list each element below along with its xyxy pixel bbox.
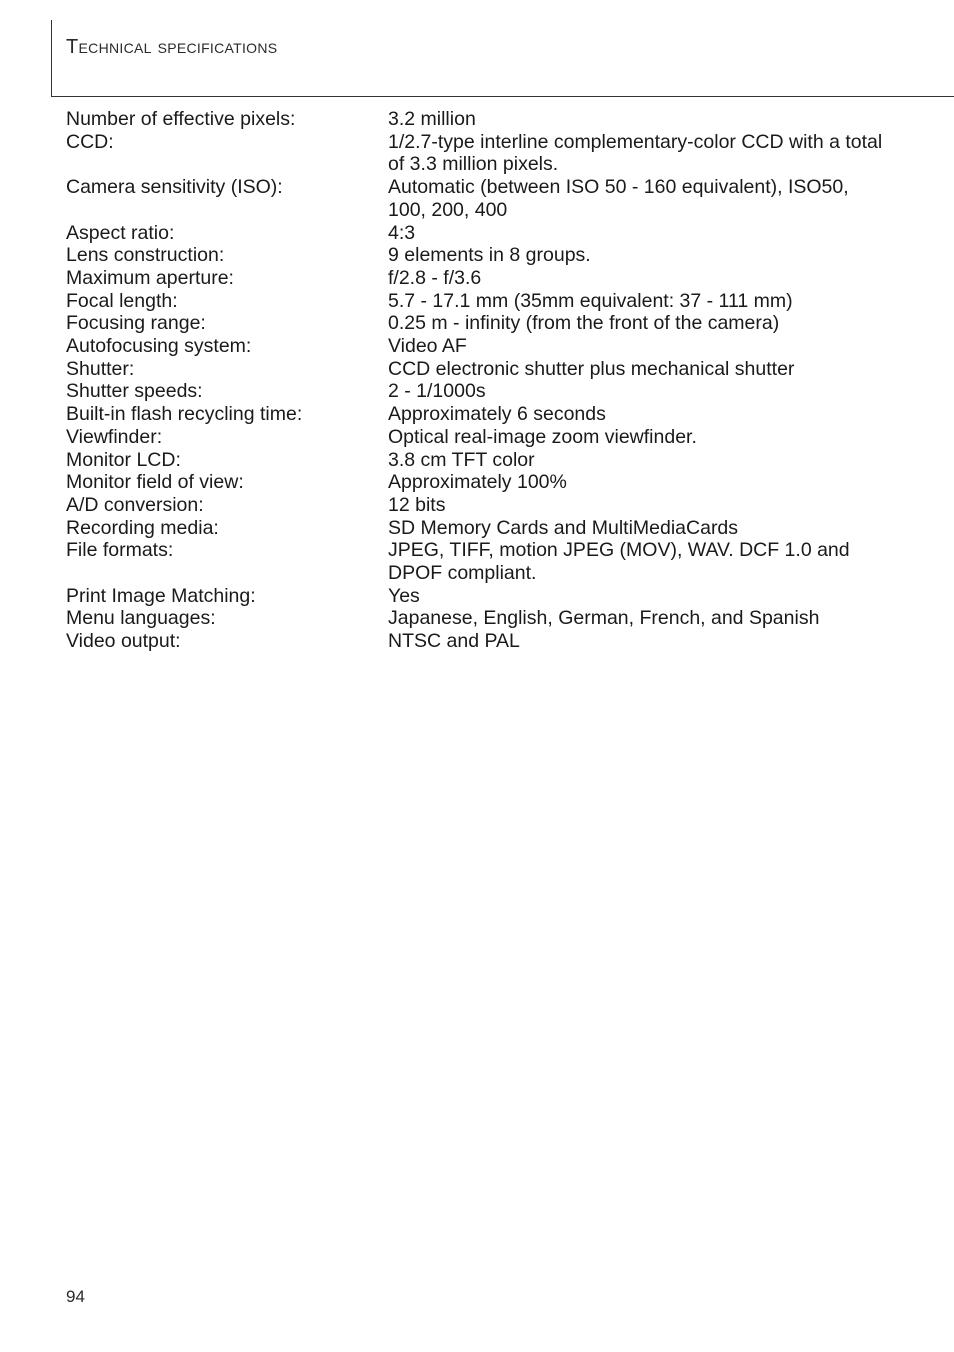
spec-value: 3.2 million (388, 108, 476, 130)
spec-label: Shutter speeds: (66, 380, 203, 403)
spec-value: Video AF (388, 335, 467, 358)
spec-label: File formats: (66, 539, 174, 562)
header-vertical-rule (51, 20, 52, 97)
spec-label: Number of effective pixels: (66, 108, 296, 130)
spec-label: Aspect ratio: (66, 221, 175, 244)
spec-value: Yes (388, 584, 420, 607)
spec-label: Recording media: (66, 516, 219, 539)
spec-value: SD Memory Cards and MultiMediaCards (388, 516, 739, 539)
spec-row-maximum-aperture (66, 267, 886, 290)
spec-row-monitor-lcd (66, 449, 886, 472)
spec-label: Viewfinder: (66, 425, 163, 448)
section-title: Technical specifications (66, 36, 278, 58)
spec-row-focusing-range (66, 312, 886, 335)
spec-value: 5.7 - 17.1 mm (35mm equivalent: 37 - 111 mm) (388, 289, 793, 312)
spec-row-ccd (66, 131, 886, 176)
spec-value: 0.25 m - infinity (from the front of the camera) (388, 312, 780, 335)
spec-value: Approximately 6 seconds (388, 403, 606, 426)
spec-label: CCD: (66, 130, 114, 153)
spec-row-recording-media (66, 517, 886, 540)
spec-label: Monitor field of view: (66, 471, 244, 494)
header-horizontal-rule (51, 96, 954, 97)
spec-value: f/2.8 - f/3.6 (388, 266, 482, 289)
spec-label: Print Image Matching: (66, 584, 256, 607)
spec-label: Built-in flash recycling time: (66, 403, 303, 426)
spec-label: Monitor LCD: (66, 448, 181, 471)
spec-value: Automatic (between ISO 50 - 160 equivalent), ISO50, 100, 200, 400 (388, 176, 849, 221)
spec-row-lens-construction (66, 244, 886, 267)
spec-row-flash-recycling (66, 403, 886, 426)
spec-row-aspect-ratio (66, 222, 886, 245)
spec-value: 1/2.7-type interline complementary-color CCD with a total of 3.3 million pixels. (388, 130, 883, 176)
spec-row-focal-length (66, 290, 886, 313)
spec-label: Lens construction: (66, 244, 225, 267)
spec-row-ad-conversion (66, 494, 886, 517)
spec-row-video-output (66, 630, 886, 653)
spec-value: Japanese, English, German, French, and Spanish (388, 607, 820, 630)
spec-label: Menu languages: (66, 607, 216, 630)
spec-row-autofocusing-system (66, 335, 886, 358)
spec-row-shutter-speeds (66, 380, 886, 403)
spec-value: 2 - 1/1000s (388, 380, 486, 403)
spec-value: JPEG, TIFF, motion JPEG (MOV), WAV. DCF 1.0 and DPOF compliant. (388, 539, 850, 585)
spec-label: Focal length: (66, 289, 178, 312)
spec-label: Video output: (66, 630, 181, 653)
spec-value: 4:3 (388, 221, 416, 244)
spec-label: Autofocusing system: (66, 335, 252, 358)
spec-row-shutter (66, 358, 886, 381)
spec-table (66, 108, 886, 653)
page-number: 94 (66, 1287, 85, 1306)
spec-row-iso (66, 176, 886, 221)
spec-value: Optical real-image zoom viewfinder. (388, 425, 697, 448)
spec-value: Approximately 100% (388, 471, 567, 494)
spec-value: 9 elements in 8 groups. (388, 244, 591, 267)
spec-value: 12 bits (388, 493, 446, 516)
spec-label: A/D conversion: (66, 493, 204, 516)
spec-label: Camera sensitivity (ISO): (66, 176, 283, 199)
spec-label: Maximum aperture: (66, 266, 234, 289)
spec-row-print-image-matching (66, 585, 886, 608)
spec-value: CCD electronic shutter plus mechanical shutter (388, 357, 795, 380)
spec-label: Shutter: (66, 357, 135, 380)
spec-value: 3.8 cm TFT color (388, 448, 535, 471)
spec-value: NTSC and PAL (388, 630, 520, 653)
spec-row-file-formats (66, 539, 886, 584)
spec-label: Focusing range: (66, 312, 206, 335)
spec-row-viewfinder (66, 426, 886, 449)
spec-row-monitor-field-of-view (66, 471, 886, 494)
spec-row-menu-languages (66, 607, 886, 630)
spec-row-effective-pixels (66, 108, 886, 131)
